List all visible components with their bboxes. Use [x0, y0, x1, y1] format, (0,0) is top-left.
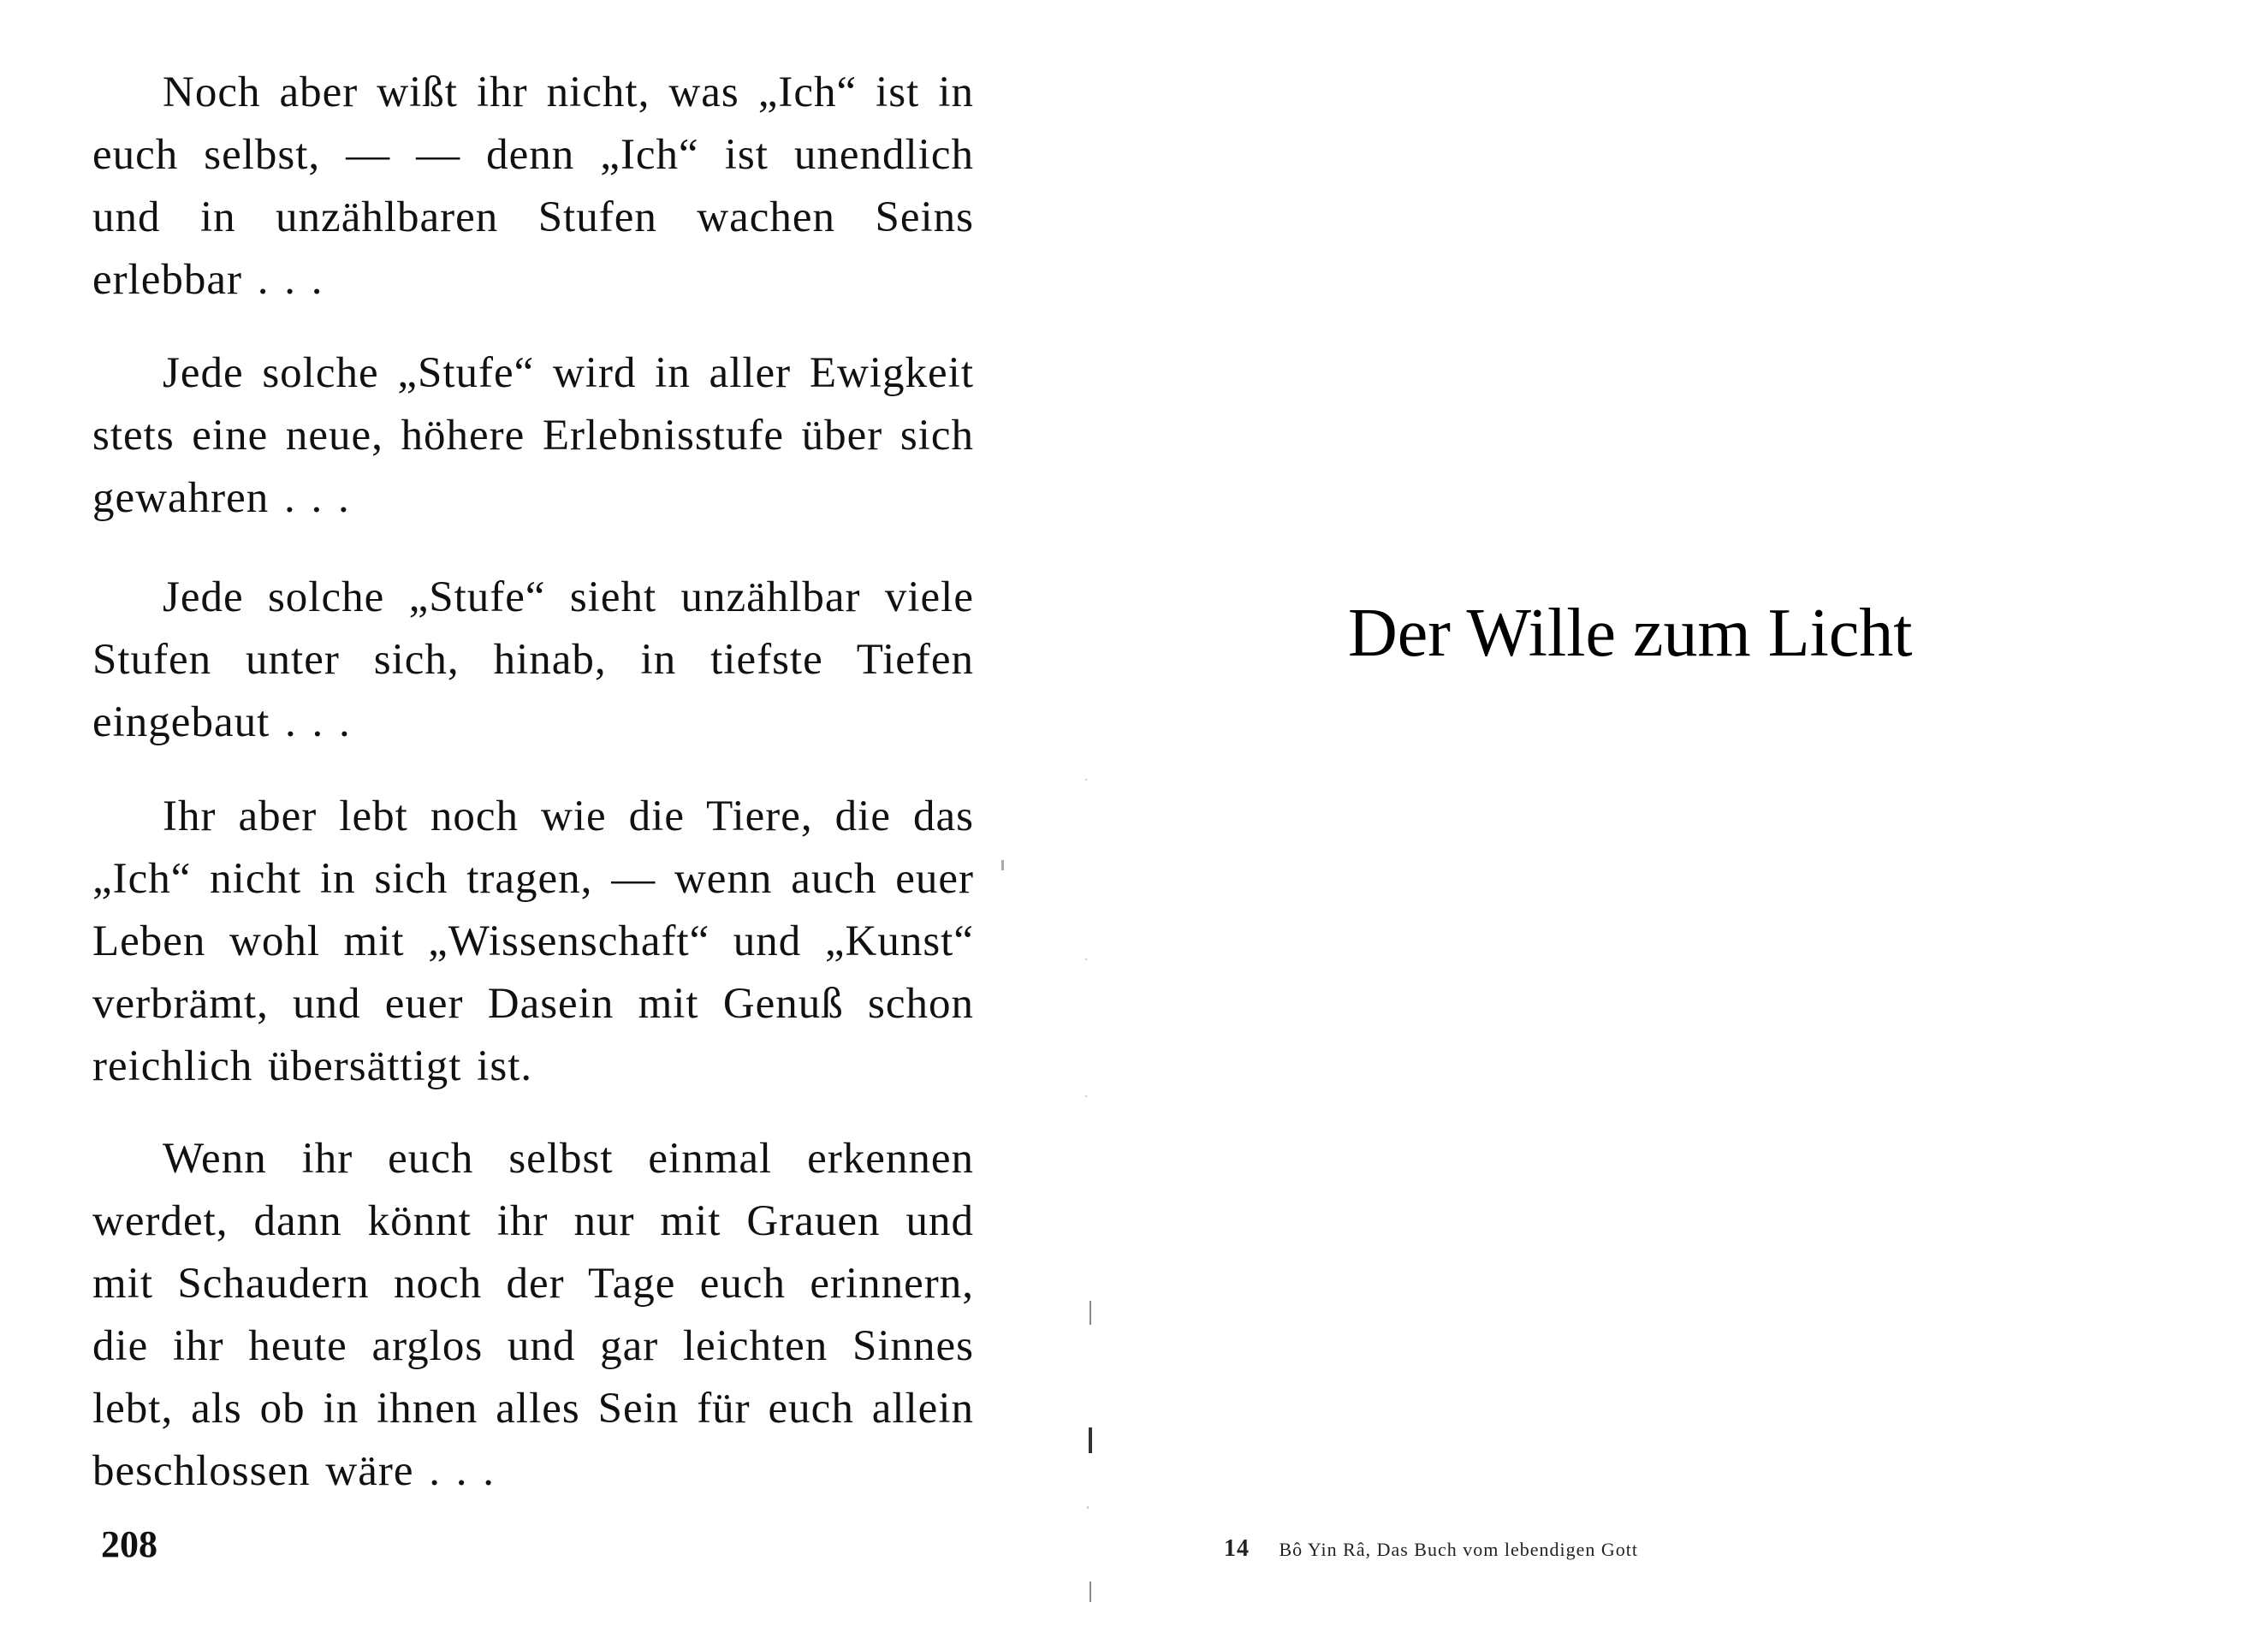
- page-number: 208: [101, 1523, 157, 1565]
- paragraph-3: Jede solche „Stufe“ sieht unzählbar viele Stufen unter sich, hinab, in tiefste Tiefen eingebaut . . .: [92, 573, 974, 746]
- book-signature: Bô Yin Râ, Das Buch vom lebendigen Gott: [1279, 1539, 1638, 1560]
- signature-footer: [1224, 1536, 1638, 1563]
- scan-speck: [1089, 1581, 1091, 1602]
- paragraph-1: Noch aber wißt ihr nicht, was „Ich“ ist in euch selbst, — — denn „Ich“ ist unendlich und in unzählbaren Stufen wachen Seins erlebbar . . .: [92, 68, 974, 304]
- scan-speck: [1001, 860, 1004, 870]
- scan-speck: [1085, 779, 1087, 780]
- scan-speck: [1087, 1506, 1089, 1509]
- scan-speck: [1085, 958, 1087, 960]
- paragraph-2: Jede solche „Stufe“ wird in aller Ewigkeit stets eine neue, höhere Erlebnisstufe über sich gewahren . . .: [92, 349, 974, 522]
- scan-speck: [1089, 1301, 1091, 1325]
- signature-number: 14: [1224, 1535, 1250, 1562]
- left-page: [0, 0, 1091, 1626]
- paragraph-5: Wenn ihr euch selbst einmal erkennen werdet, dann könnt ihr nur mit Grauen und mit Schaudern noch der Tage euch erinnern, die ihr heute arglos und gar leichten Sinnes lebt, als ob in ihnen alles Sein für euch allein beschlossen wäre . . .: [92, 1135, 974, 1495]
- scan-speck: [1085, 1095, 1087, 1097]
- scan-speck: [1089, 1427, 1092, 1453]
- paragraph-4: Ihr aber lebt noch wie die Tiere, die das „Ich“ nicht in sich tragen, — wenn auch euer Leben wohl mit „Wissenschaft“ und „Kunst“ verbrämt, und euer Dasein mit Genuß schon reichlich übersättigt ist.: [92, 792, 974, 1090]
- right-page: [1091, 0, 2268, 1626]
- chapter-title: Der Wille zum Licht: [1348, 596, 1913, 671]
